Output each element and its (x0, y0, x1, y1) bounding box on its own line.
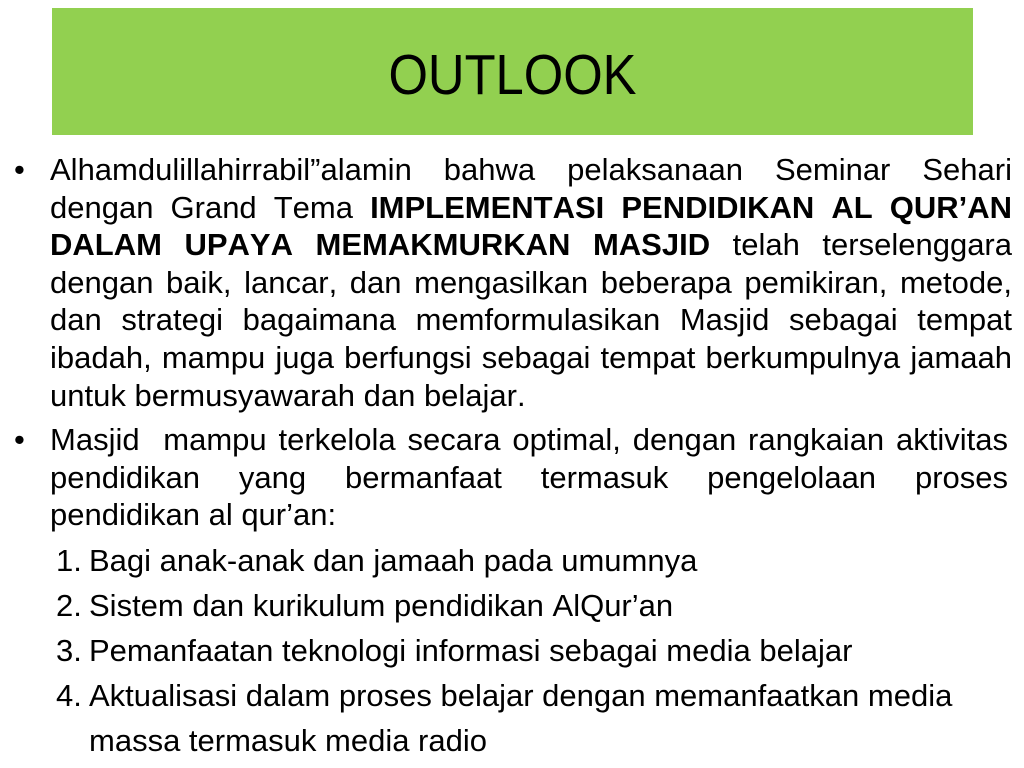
bullet-text-intro: Alhamdulillahirrabil”alamin bahwa pelaksanaan Seminar Sehari dengan Grand Tema (50, 152, 1012, 225)
item-text: Bagi anak-anak dan jamaah pada umumnya (89, 543, 698, 578)
seminar-theme: IMPLEMENTASI PENDIDIKAN AL QUR’AN DALAM UPAYA MEMAKMURKAN MASJID (50, 189, 1012, 263)
item-number: 2. (56, 588, 82, 623)
bullet-text-conclusion: telah terselenggara dengan baik, lancar, dan mengasilkan beberapa pemikiran, metode, dan strategi bagaimana memformulasikan Masjid sebagai tempat ibadah, mampu juga berfungsi sebagai tempat berkumpulnya jamaah untuk bermusyawarah dan belajar. (50, 227, 1012, 413)
slide-title: OUTLOOK (388, 43, 637, 107)
item-number: 4. (56, 678, 82, 713)
item-number: 3. (56, 633, 82, 668)
bullet-icon: • (14, 152, 25, 187)
numbered-item-1 (0, 538, 1024, 583)
bullet-text (50, 151, 1012, 414)
numbered-list (0, 538, 1024, 763)
title-bar (52, 8, 973, 135)
bullet-text: Masjid mampu terkelola secara optimal, dengan rangkaian aktivitas pendidikan yang bermanfaat termasuk pengelolaan proses pendidikan al qur’an: (50, 422, 1017, 533)
item-number: 1. (56, 543, 82, 578)
item-text: Aktualisasi dalam proses belajar dengan memanfaatkan media massa termasuk media radio (89, 678, 953, 758)
item-text: Sistem dan kurikulum pendidikan AlQur’an (89, 588, 674, 623)
item-text: Pemanfaatan teknologi informasi sebagai media belajar (89, 633, 853, 668)
numbered-item-3 (0, 628, 1024, 673)
bullet-icon: • (14, 422, 25, 457)
numbered-item-2 (0, 583, 1024, 628)
numbered-item-4 (0, 673, 1024, 763)
